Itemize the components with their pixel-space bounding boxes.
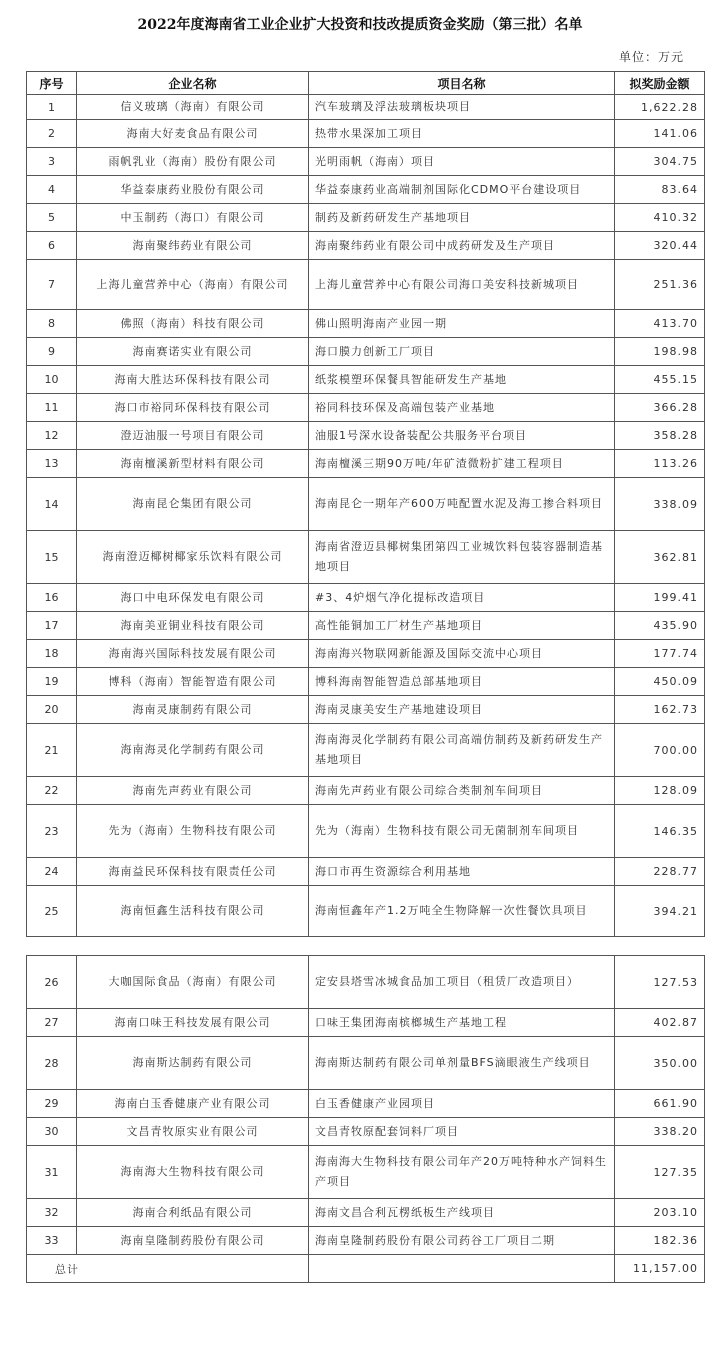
project-name: 光明雨帆（海南）项目 (309, 148, 615, 176)
award-amount: 394.21 (615, 886, 705, 937)
company-name: 海南美亚铜业科技有限公司 (77, 612, 309, 640)
award-amount: 127.53 (615, 956, 705, 1009)
row-index: 23 (27, 805, 77, 858)
company-name: 华益泰康药业股份有限公司 (77, 176, 309, 204)
row-index: 2 (27, 120, 77, 148)
award-table-part2 (26, 955, 705, 1283)
award-amount: 350.00 (615, 1037, 705, 1090)
row-index: 24 (27, 858, 77, 886)
project-name: 海南海大生物科技有限公司年产20万吨特种水产饲料生产项目 (309, 1146, 615, 1199)
company-name: 先为（海南）生物科技有限公司 (77, 805, 309, 858)
award-amount: 83.64 (615, 176, 705, 204)
company-name: 博科（海南）智能智造有限公司 (77, 668, 309, 696)
table-row (27, 886, 705, 937)
total-amount: 11,157.00 (615, 1255, 705, 1283)
row-index: 27 (27, 1009, 77, 1037)
total-row (27, 1255, 705, 1283)
company-name: 中玉制药（海口）有限公司 (77, 204, 309, 232)
table-header-row (27, 72, 705, 95)
row-index: 8 (27, 310, 77, 338)
table-body (27, 956, 705, 1283)
award-amount: 203.10 (615, 1199, 705, 1227)
row-index: 26 (27, 956, 77, 1009)
company-name: 大咖国际食品（海南）有限公司 (77, 956, 309, 1009)
company-name: 海南檀溪新型材料有限公司 (77, 450, 309, 478)
row-index: 11 (27, 394, 77, 422)
row-index: 12 (27, 422, 77, 450)
project-name: 高性能铜加工厂材生产基地项目 (309, 612, 615, 640)
project-name: 文昌青牧原配套饲料厂项目 (309, 1118, 615, 1146)
award-amount: 198.98 (615, 338, 705, 366)
row-index: 6 (27, 232, 77, 260)
table-row (27, 777, 705, 805)
table-row (27, 640, 705, 668)
table-row (27, 176, 705, 204)
table-row (27, 1037, 705, 1090)
table-row (27, 1227, 705, 1255)
row-index: 21 (27, 724, 77, 777)
project-name: 海南海兴物联网新能源及国际交流中心项目 (309, 640, 615, 668)
company-name: 信义玻璃（海南）有限公司 (77, 95, 309, 120)
row-index: 1 (27, 95, 77, 120)
award-amount: 413.70 (615, 310, 705, 338)
award-amount: 182.36 (615, 1227, 705, 1255)
company-name: 海南皇隆制药股份有限公司 (77, 1227, 309, 1255)
project-name: 海南斯达制药有限公司单剂量BFS滴眼液生产线项目 (309, 1037, 615, 1090)
company-name: 海南赛诺实业有限公司 (77, 338, 309, 366)
award-amount: 362.81 (615, 531, 705, 584)
award-amount: 435.90 (615, 612, 705, 640)
row-index: 28 (27, 1037, 77, 1090)
award-amount: 410.32 (615, 204, 705, 232)
award-amount: 338.20 (615, 1118, 705, 1146)
award-amount: 358.28 (615, 422, 705, 450)
project-name: 油服1号深水设备装配公共服务平台项目 (309, 422, 615, 450)
row-index: 32 (27, 1199, 77, 1227)
project-name: 海南皇隆制药股份有限公司药谷工厂项目二期 (309, 1227, 615, 1255)
company-name: 海南海兴国际科技发展有限公司 (77, 640, 309, 668)
project-name: 定安县塔雪冰城食品加工项目（租赁厂改造项目） (309, 956, 615, 1009)
award-table-part1 (26, 71, 705, 937)
table-row (27, 450, 705, 478)
table-row (27, 422, 705, 450)
project-name: 先为（海南）生物科技有限公司无菌制剂车间项目 (309, 805, 615, 858)
project-name: 博科海南智能智造总部基地项目 (309, 668, 615, 696)
row-index: 30 (27, 1118, 77, 1146)
table-row (27, 531, 705, 584)
project-name: 佛山照明海南产业园一期 (309, 310, 615, 338)
project-name: 口味王集团海南槟榔城生产基地工程 (309, 1009, 615, 1037)
row-index: 16 (27, 584, 77, 612)
company-name: 海南澄迈椰树椰家乐饮料有限公司 (77, 531, 309, 584)
company-name: 海南大胜达环保科技有限公司 (77, 366, 309, 394)
table-row (27, 478, 705, 531)
award-amount: 177.74 (615, 640, 705, 668)
table-row (27, 232, 705, 260)
row-index: 29 (27, 1090, 77, 1118)
project-name: 海南省澄迈县椰树集团第四工业城饮料包装容器制造基地项目 (309, 531, 615, 584)
table-row (27, 260, 705, 310)
project-name: 海南聚纬药业有限公司中成药研发及生产项目 (309, 232, 615, 260)
table-row (27, 584, 705, 612)
company-name: 海南海灵化学制药有限公司 (77, 724, 309, 777)
award-amount: 228.77 (615, 858, 705, 886)
row-index: 31 (27, 1146, 77, 1199)
table-row (27, 956, 705, 1009)
award-amount: 402.87 (615, 1009, 705, 1037)
table-row (27, 696, 705, 724)
table-row (27, 668, 705, 696)
row-index: 25 (27, 886, 77, 937)
company-name: 海南灵康制药有限公司 (77, 696, 309, 724)
table-row (27, 805, 705, 858)
award-amount: 113.26 (615, 450, 705, 478)
row-index: 9 (27, 338, 77, 366)
project-name: 海口膜力创新工厂项目 (309, 338, 615, 366)
header-company: 企业名称 (77, 72, 309, 95)
award-amount: 1,622.28 (615, 95, 705, 120)
award-amount: 141.06 (615, 120, 705, 148)
award-amount: 127.35 (615, 1146, 705, 1199)
award-amount: 304.75 (615, 148, 705, 176)
company-name: 海南白玉香健康产业有限公司 (77, 1090, 309, 1118)
company-name: 上海儿童营养中心（海南）有限公司 (77, 260, 309, 310)
company-name: 海南先声药业有限公司 (77, 777, 309, 805)
row-index: 18 (27, 640, 77, 668)
project-name: 白玉香健康产业园项目 (309, 1090, 615, 1118)
company-name: 海南海大生物科技有限公司 (77, 1146, 309, 1199)
document-title: 2022年度海南省工业企业扩大投资和技改提质资金奖励（第三批）名单 (137, 17, 583, 33)
table-row (27, 366, 705, 394)
row-index: 20 (27, 696, 77, 724)
project-name: 汽车玻璃及浮法玻璃板块项目 (309, 95, 615, 120)
row-index: 33 (27, 1227, 77, 1255)
company-name: 海南口味王科技发展有限公司 (77, 1009, 309, 1037)
table-row (27, 148, 705, 176)
row-index: 15 (27, 531, 77, 584)
table-body (27, 95, 705, 937)
row-index: 7 (27, 260, 77, 310)
table-row (27, 95, 705, 120)
table-row (27, 204, 705, 232)
project-name: 海南檀溪三期90万吨/年矿渣微粉扩建工程项目 (309, 450, 615, 478)
company-name: 佛照（海南）科技有限公司 (77, 310, 309, 338)
table-row (27, 1146, 705, 1199)
company-name: 海南大好麦食品有限公司 (77, 120, 309, 148)
award-amount: 199.41 (615, 584, 705, 612)
company-name: 海南斯达制药有限公司 (77, 1037, 309, 1090)
award-amount: 366.28 (615, 394, 705, 422)
total-empty-cell (309, 1255, 615, 1283)
project-name: #3、4炉烟气净化提标改造项目 (309, 584, 615, 612)
company-name: 海南恒鑫生活科技有限公司 (77, 886, 309, 937)
header-amount: 拟奖励金额 (615, 72, 705, 95)
award-amount: 455.15 (615, 366, 705, 394)
award-amount: 146.35 (615, 805, 705, 858)
table-row (27, 858, 705, 886)
project-name: 热带水果深加工项目 (309, 120, 615, 148)
project-name: 海南海灵化学制药有限公司高端仿制药及新药研发生产基地项目 (309, 724, 615, 777)
table-row (27, 1118, 705, 1146)
company-name: 海南聚纬药业有限公司 (77, 232, 309, 260)
award-amount: 700.00 (615, 724, 705, 777)
table-row (27, 1009, 705, 1037)
unit-label: 单位：万元 (618, 50, 684, 64)
award-amount: 338.09 (615, 478, 705, 531)
project-name: 海南恒鑫年产1.2万吨全生物降解一次性餐饮具项目 (309, 886, 615, 937)
table-row (27, 1090, 705, 1118)
table-row (27, 612, 705, 640)
award-amount: 251.36 (615, 260, 705, 310)
company-name: 海南昆仑集团有限公司 (77, 478, 309, 531)
project-name: 海南昆仑一期年产600万吨配置水泥及海工掺合料项目 (309, 478, 615, 531)
table-row (27, 310, 705, 338)
project-name: 纸浆模塑环保餐具智能研发生产基地 (309, 366, 615, 394)
company-name: 雨帆乳业（海南）股份有限公司 (77, 148, 309, 176)
award-amount: 320.44 (615, 232, 705, 260)
row-index: 19 (27, 668, 77, 696)
company-name: 海南益民环保科技有限责任公司 (77, 858, 309, 886)
table-row (27, 338, 705, 366)
header-project: 项目名称 (309, 72, 615, 95)
row-index: 17 (27, 612, 77, 640)
project-name: 制药及新药研发生产基地项目 (309, 204, 615, 232)
table-row (27, 120, 705, 148)
company-name: 文昌青牧原实业有限公司 (77, 1118, 309, 1146)
row-index: 13 (27, 450, 77, 478)
row-index: 4 (27, 176, 77, 204)
header-index: 序号 (27, 72, 77, 95)
company-name: 海口市裕同环保科技有限公司 (77, 394, 309, 422)
table-row (27, 724, 705, 777)
project-name: 海南灵康美安生产基地建设项目 (309, 696, 615, 724)
table-row (27, 394, 705, 422)
row-index: 10 (27, 366, 77, 394)
table-row (27, 1199, 705, 1227)
project-name: 华益泰康药业高端制剂国际化CDMO平台建设项目 (309, 176, 615, 204)
row-index: 5 (27, 204, 77, 232)
company-name: 海南合利纸品有限公司 (77, 1199, 309, 1227)
company-name: 澄迈油服一号项目有限公司 (77, 422, 309, 450)
row-index: 14 (27, 478, 77, 531)
company-name: 海口中电环保发电有限公司 (77, 584, 309, 612)
award-amount: 450.09 (615, 668, 705, 696)
award-amount: 162.73 (615, 696, 705, 724)
project-name: 海口市再生资源综合利用基地 (309, 858, 615, 886)
total-label: 总计 (27, 1255, 309, 1283)
project-name: 上海儿童营养中心有限公司海口美安科技新城项目 (309, 260, 615, 310)
project-name: 裕同科技环保及高端包装产业基地 (309, 394, 615, 422)
row-index: 3 (27, 148, 77, 176)
project-name: 海南先声药业有限公司综合类制剂车间项目 (309, 777, 615, 805)
project-name: 海南文昌合利瓦楞纸板生产线项目 (309, 1199, 615, 1227)
row-index: 22 (27, 777, 77, 805)
award-amount: 128.09 (615, 777, 705, 805)
award-amount: 661.90 (615, 1090, 705, 1118)
